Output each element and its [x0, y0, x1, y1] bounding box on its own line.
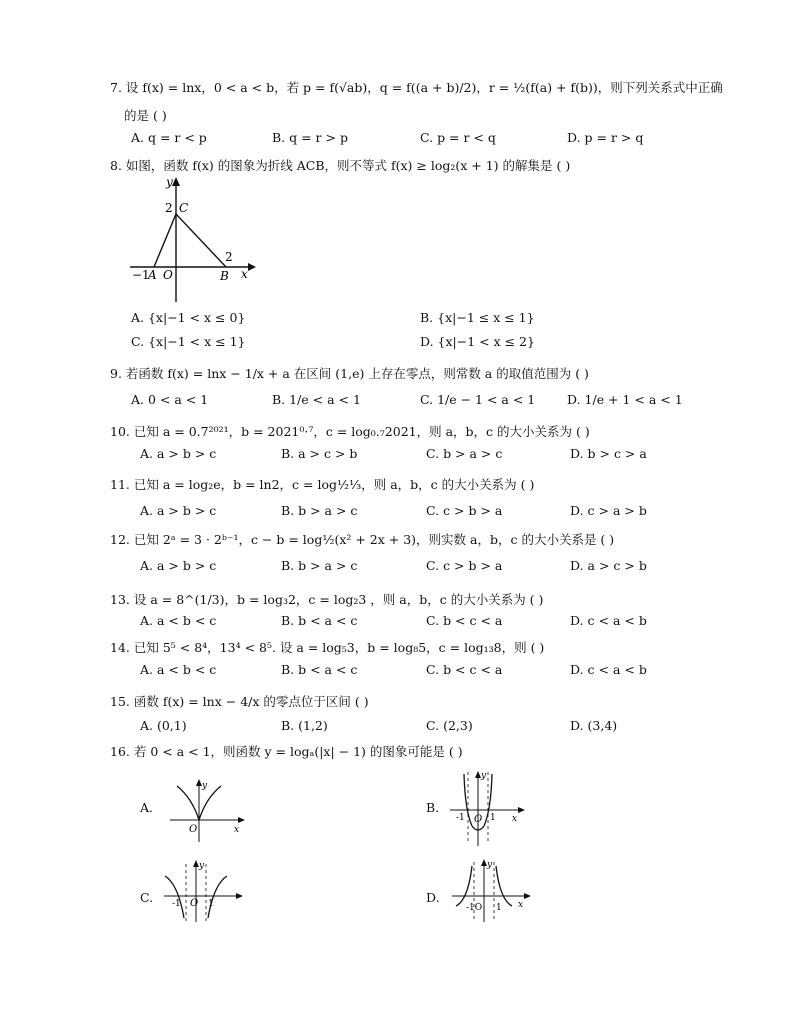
q16-graph-c-label: C.: [140, 890, 154, 905]
q15-option-b: B. (1,2): [281, 718, 328, 733]
q7-option-c: C. p = r < q: [420, 130, 496, 145]
q16-graph-a-label: A.: [140, 800, 154, 815]
q8-option-d: D. {x|−1 < x ≤ 2}: [420, 334, 535, 349]
svg-text:y: y: [199, 861, 205, 871]
q8-option-c: C. {x|−1 < x ≤ 1}: [131, 334, 246, 349]
q9-option-a: A. 0 < a < 1: [131, 392, 209, 407]
q16-graph-d: [448, 856, 534, 924]
q10-option-d: D. b > c > a: [570, 446, 647, 461]
q8-stem: 8. 如图，函数 f(x) 的图象为折线 ACB，则不等式 f(x) ≥ log₂(x + 1) 的解集是 ( ): [110, 158, 571, 173]
svg-text:x: x: [234, 825, 240, 835]
q12-option-b: B. b > a > c: [281, 558, 358, 573]
q14-option-d: D. c < a < b: [570, 662, 647, 677]
q14-option-c: C. b < c < a: [426, 662, 503, 677]
q9-option-d: D. 1/e + 1 < a < 1: [567, 392, 683, 407]
q7-stem-line2: 的是 ( ): [124, 108, 167, 123]
svg-text:-1: -1: [172, 899, 181, 909]
q15-option-d: D. (3,4): [570, 718, 618, 733]
q14-stem: 14. 已知 5⁵ < 8⁴，13⁴ < 8⁵. 设 a = log₅3，b = log₈5，c = log₁₃8，则 ( ): [110, 640, 545, 655]
q12-option-a: A. a > b > c: [140, 558, 217, 573]
q11-option-b: B. b > a > c: [281, 503, 358, 518]
q16-graph-a: [168, 776, 248, 844]
q7-option-b: B. q = r > p: [272, 130, 348, 145]
q8-label-c: C: [179, 201, 189, 215]
q15-option-c: C. (2,3): [426, 718, 473, 733]
q8-label-y: y: [166, 175, 173, 189]
q8-label-b-value: 2: [225, 250, 233, 264]
svg-text:1: 1: [496, 903, 502, 913]
svg-text:1: 1: [208, 899, 214, 909]
q12-stem: 12. 已知 2ᵃ = 3 · 2ᵇ⁻¹，c − b = log½(x² + 2x + 3)，则实数 a，b，c 的大小关系是 ( ): [110, 532, 615, 547]
q10-option-b: B. a > c > b: [281, 446, 358, 461]
q8-label-x: x: [241, 267, 248, 281]
q16-graph-d-label: D.: [426, 890, 440, 905]
svg-text:x: x: [518, 900, 524, 910]
svg-text:O: O: [190, 898, 199, 909]
svg-text:-1O: -1O: [466, 903, 483, 913]
svg-text:1: 1: [490, 813, 496, 823]
q9-option-c: C. 1/e − 1 < a < 1: [420, 392, 536, 407]
q10-option-a: A. a > b > c: [140, 446, 217, 461]
q13-option-a: A. a < b < c: [140, 613, 217, 628]
q16-graph-b: [448, 768, 528, 848]
q16-stem: 16. 若 0 < a < 1，则函数 y = logₐ(|x| − 1) 的图象可能是 ( ): [110, 744, 463, 759]
q15-stem: 15. 函数 f(x) = lnx − 4/x 的零点位于区间 ( ): [110, 694, 369, 709]
q14-option-b: B. b < a < c: [281, 662, 358, 677]
q8-y-arrow: [172, 177, 180, 186]
svg-text:y: y: [202, 781, 208, 791]
svg-text:x: x: [512, 814, 518, 824]
q16-graph-c: [160, 858, 246, 924]
q8-option-b: B. {x|−1 ≤ x ≤ 1}: [420, 310, 535, 325]
q13-option-b: B. b < a < c: [281, 613, 358, 628]
q7-stem-line1: 7. 设 f(x) = lnx，0 < a < b，若 p = f(√ab)，q = f((a + b)/2)，r = ½(f(a) + f(b))，则下列关系式中正确: [110, 80, 723, 95]
q16-graph-b-label: B.: [426, 800, 440, 815]
q13-stem: 13. 设 a = 8^(1/3)，b = log₃2，c = log₂3 ，则 a，b，c 的大小关系为 ( ): [110, 592, 544, 607]
svg-text:O: O: [474, 814, 483, 825]
q12-option-d: D. a > c > b: [570, 558, 647, 573]
q10-option-c: C. b > a > c: [426, 446, 503, 461]
svg-text:y: y: [487, 860, 493, 870]
q9-stem: 9. 若函数 f(x) = lnx − 1/x + a 在区间 (1,e) 上存在零点，则常数 a 的取值范围为 ( ): [110, 366, 589, 381]
q8-x-arrow: [248, 263, 256, 271]
q8-option-a: A. {x|−1 < x ≤ 0}: [131, 310, 246, 325]
q15-option-a: A. (0,1): [140, 718, 187, 733]
q10-stem: 10. 已知 a = 0.7²⁰²¹，b = 2021⁰·⁷，c = log₀.₇2021，则 a，b，c 的大小关系为 ( ): [110, 424, 590, 439]
q13-option-d: D. c < a < b: [570, 613, 647, 628]
svg-text:y: y: [481, 771, 487, 781]
q9-option-b: B. 1/e < a < 1: [272, 392, 361, 407]
q8-polyline-acb: [154, 214, 226, 267]
svg-text:O: O: [189, 824, 198, 835]
q11-option-a: A. a > b > c: [140, 503, 217, 518]
q7-option-a: A. q = r < p: [131, 130, 207, 145]
q14-option-a: A. a < b < c: [140, 662, 217, 677]
q11-option-d: D. c > a > b: [570, 503, 647, 518]
svg-text:-1: -1: [456, 813, 465, 823]
q7-option-d: D. p = r > q: [567, 130, 644, 145]
q8-label-neg-one: −1: [132, 268, 150, 282]
q12-option-c: C. c > b > a: [426, 558, 503, 573]
q8-label-o: O: [163, 268, 173, 282]
q8-label-c-value: 2: [165, 201, 173, 215]
q8-label-a: A: [148, 268, 157, 282]
q11-stem: 11. 已知 a = log₂e，b = ln2，c = log½⅓，则 a，b，c 的大小关系为 ( ): [110, 477, 535, 492]
q8-label-b: B: [220, 269, 229, 283]
q11-option-c: C. c > b > a: [426, 503, 503, 518]
q13-option-c: C. b < c < a: [426, 613, 503, 628]
q8-figure: [126, 174, 258, 306]
